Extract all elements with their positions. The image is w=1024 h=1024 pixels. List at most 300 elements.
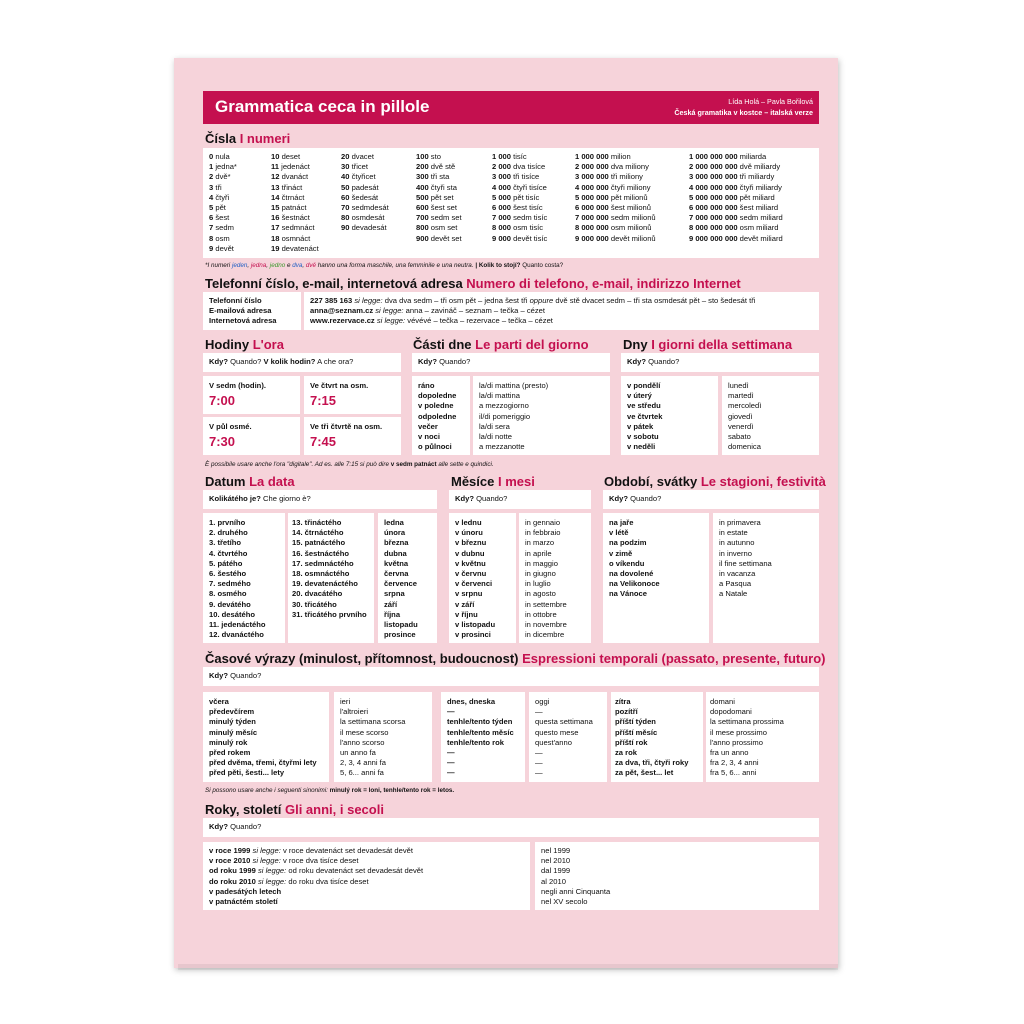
month-cz: v květnu [455,558,486,568]
number-entry: 0 nula [209,152,230,161]
future-cz: za pět, šest... let [615,768,674,778]
present-cz: tenhle/tento měsíc [447,727,514,737]
hour-label: V půl osmé. [209,422,252,431]
hour-time: 7:30 [209,434,236,449]
season-cz: v zimě [609,548,633,558]
number-entry: 9 000 devět tisíc [492,233,548,243]
daypart-cz: o půlnoci [418,442,452,452]
season-it: in autunno [719,538,755,548]
number-entry: 3 000 000 tři miliony [575,172,643,182]
future-cz: příští týden [615,717,656,727]
past-cz-box [203,692,329,782]
weekday-cz: v sobotu [627,432,659,442]
date-ordinal: 1. prvního [209,518,246,527]
months-question-box [449,490,591,509]
past-cz: minulý týden [209,717,256,727]
number-entry: 15 patnáct [271,203,307,213]
contact-values: 227 385 163 si legge: dva dva sedm – tři osm pět – jedna šest tři oppure dvě stě dvacet sedm – tři sta osmdesát pět – sto šedesát tři anna@seznam.cz si legge: anna – zavináč – seznam – tečka – cézet www.rezervace.cz si legge: vévévé – tečka – rezervace – tečka – cézet [310,296,756,326]
daypart-it: la/di mattina (presto) [479,381,549,390]
present-it: oggi [535,697,550,706]
present-it: — [535,748,543,758]
date-col1-box [203,513,285,643]
number-entry: 300 tři sta [416,172,450,182]
number-entry: 6 000 000 000 šest miliard [689,203,779,213]
time-expr-note: Si possono usare anche i seguenti sinonimi: minulý rok = loni, tenhle/tento rok = letos. [205,787,455,794]
title-banner [203,91,819,124]
number-entry: 3 000 tři tisíce [492,172,540,182]
number-entry: 17 sedmnáct [271,223,315,233]
daypart-cz: odpoledne [418,411,457,421]
number-entry: 1 000 000 000 miliarda [689,152,767,161]
past-cz: před rokem [209,748,251,758]
year-cz: do roku 2010 si legge: do roku dva tisíce deset [209,876,369,886]
present-it: questo mese [535,727,579,737]
past-it: il mese scorso [340,727,389,737]
date-ordinal: 5. pátého [209,558,243,568]
future-it: il mese prossimo [710,727,767,737]
future-cz: zítra [615,697,631,706]
date-col2-list [292,518,367,620]
number-entry: 2 000 000 dva miliony [575,162,649,172]
past-cz: minulý rok [209,737,248,747]
number-entry: 11 jedenáct [271,162,310,172]
daypart-cz: večer [418,421,438,431]
present-cz-list [447,697,514,779]
date-heading: Datum La data [205,474,295,489]
number-entry: 50 padesát [341,182,379,192]
number-entry: 4 čtyři [209,192,230,202]
date-month-genitive: února [384,528,406,538]
numbers-note: *I numeri jeden, jedna, jedno e dva, dvě hanno una forma maschile, una femminile e una neutra. | Kolik to stojí? Quanto costa? [205,262,564,269]
month-cz: v prosinci [455,630,491,640]
number-entry: 9 000 000 000 devět miliard [689,233,783,243]
number-entry: 2 000 000 000 dvě miliardy [689,162,781,172]
subtitle: Česká gramatika v kostce – italská verze [674,108,813,117]
hour-cell-1 [203,376,300,414]
number-entry: 5 000 000 pět milionů [575,192,648,202]
years-it-list [541,846,610,907]
number-entry: 5 pět [209,203,226,213]
hour-label: V sedm (hodin). [209,381,266,390]
past-it: ieri [340,697,351,706]
month-it: in marzo [525,538,555,548]
month-it: in maggio [525,558,558,568]
number-entry: 70 sedmdesát [341,203,389,213]
past-it: l'anno scorso [340,737,385,747]
number-entry: 16 šestnáct [271,213,310,223]
numbers-column [492,152,547,244]
number-entry: 9 000 000 devět milionů [575,233,656,243]
months-heading: Měsíce I mesi [451,474,535,489]
date-ordinal: 15. patnáctého [292,538,346,548]
hours-question: Kdy? Quando? V kolik hodin? A che ora? [209,357,354,366]
month-it: in ottobre [525,609,557,619]
hour-cell-4 [304,417,401,455]
weekday-cz: ve středu [627,401,661,411]
future-cz: příští rok [615,737,648,747]
date-ordinal: 7. sedmého [209,579,251,589]
hour-time: 7:00 [209,393,236,408]
past-cz: včera [209,697,229,706]
date-month-genitive: prosince [384,630,416,640]
contact-label: E-mailová adresa [209,306,272,316]
future-it: domani [710,697,735,706]
year-cz: v patnáctém století [209,897,278,907]
date-month-genitive: ledna [384,518,404,527]
seasons-question: Kdy? Quando? [609,494,662,503]
season-it: in vacanza [719,569,756,579]
number-entry: 1 000 000 milion [575,152,631,161]
month-cz: v září [455,599,475,609]
number-entry: 8 000 000 000 osm miliard [689,223,779,233]
daypart-cz: v poledne [418,401,454,411]
number-entry: 8 000 000 osm milionů [575,223,652,233]
number-entry: 900 devět set [416,233,462,243]
number-entry: 200 dvě stě [416,162,456,172]
year-cz: v padesátých letech [209,886,282,896]
future-it: fra un anno [710,748,749,758]
future-cz: příští měsíc [615,727,658,737]
seasons-cz-list [609,518,660,600]
hours-note: È possibile usare anche l'ora "digitale". Ad es. alle 7:15 si può dire v sedm patnáct alle sette e quindici. [205,461,494,468]
number-entry: 13 třináct [271,182,303,192]
month-cz: v červenci [455,579,493,589]
number-entry: 14 čtrnáct [271,192,305,202]
daypart-cz: dopoledne [418,391,457,401]
number-entry: 19 devatenáct [271,243,319,253]
past-it-box [334,692,432,782]
daypart-cz: v noci [418,432,440,442]
hour-label: Ve čtvrt na osm. [310,381,369,390]
number-entry: 80 osmdesát [341,213,385,223]
present-it: quest'anno [535,737,572,747]
number-entry: 600 šest set [416,203,457,213]
numbers-column [341,152,389,234]
date-question: Kolikátého je? Che giorno è? [209,494,311,503]
future-it-box [706,692,819,782]
months-it-list [525,518,567,640]
numbers-box [203,148,819,258]
season-it: a Natale [719,589,748,599]
number-entry: 8 osm [209,233,230,243]
past-it: 5, 6... anni fa [340,768,384,778]
weekday-it: mercoledì [728,401,762,411]
daypart-cz: ráno [418,381,435,390]
number-entry: 800 osm set [416,223,458,233]
number-entry: 1 jedna* [209,162,237,172]
months-it-box [519,513,591,643]
weekday-cz: v pátek [627,421,654,431]
weekday-it: sabato [728,432,751,442]
present-cz-box [441,692,525,782]
date-month-genitive: září [384,599,398,609]
number-entry: 30 třicet [341,162,369,172]
date-month-genitive: června [384,569,409,579]
weekdays-question: Kdy? Quando? [627,357,680,366]
daypart-it: il/di pomeriggio [479,411,531,421]
date-month-genitive: března [384,538,409,548]
present-cz: dnes, dneska [447,697,496,706]
month-it: in aprile [525,548,552,558]
date-ordinal: 14. čtrnáctého [292,528,344,538]
seasons-it-list [719,518,772,600]
season-it: in primavera [719,518,761,527]
month-it: in settembre [525,599,567,609]
present-it: — [535,707,543,717]
year-it: nel 2010 [541,856,571,866]
number-entry: 10 deset [271,152,301,161]
season-cz: v létě [609,528,629,538]
month-cz: v březnu [455,538,487,548]
date-ordinal: 9. devátého [209,599,251,609]
date-ordinal: 31. třicátého prvního [292,609,367,619]
date-ordinal: 6. šestého [209,569,247,579]
dayparts-it-box [473,376,610,455]
season-cz: na jaře [609,518,634,527]
dayparts-question-box [412,353,610,372]
month-cz: v lednu [455,518,482,527]
number-entry: 500 pět set [416,192,454,202]
number-entry: 4 000 000 000 čtyři miliardy [689,182,782,192]
year-cz: od roku 1999 si legge: od roku devatenáct set devadesát devět [209,866,424,876]
season-it: a Pasqua [719,579,752,589]
date-ordinal: 10. desátého [209,609,256,619]
present-cz: tenhle/tento rok [447,737,504,747]
date-month-genitive: dubna [384,548,407,558]
season-it: in inverno [719,548,752,558]
future-it: dopodomani [710,707,752,717]
present-it-list [535,697,593,779]
season-cz: na dovolené [609,569,654,579]
number-entry: 6 šest [209,213,230,223]
past-cz: předevčírem [209,707,255,717]
future-cz: za dva, tři, čtyři roky [615,758,689,768]
date-ordinal: 11. jedenáctého [209,620,266,630]
past-cz: před dvěma, třemi, čtyřmi lety [209,758,317,768]
number-entry: 7 000 000 000 sedm miliard [689,213,783,223]
month-cz: v červnu [455,569,487,579]
present-cz: — [447,748,455,758]
present-it: questa settimana [535,717,593,727]
numbers-heading: Čísla I numeri [205,131,291,146]
daypart-it: la/di sera [479,421,510,431]
weekday-it: martedì [728,391,754,401]
future-it: fra 2, 3, 4 anni [710,758,759,768]
number-entry: 6 000 šest tisíc [492,203,543,213]
present-cz: — [447,707,455,717]
season-cz: na Velikonoce [609,579,660,589]
page-shadow [178,964,838,970]
season-it: il fine settimana [719,558,772,568]
number-entry: 40 čtyřicet [341,172,376,182]
month-cz: v říjnu [455,609,478,619]
year-cz: v roce 1999 si legge: v roce devatenáct set devadesát devět [209,846,413,855]
number-entry: 400 čtyři sta [416,182,457,192]
dayparts-it-list [479,381,548,452]
years-it-box [535,842,819,910]
weekdays-cz-list [627,381,662,452]
future-cz-list [615,697,688,779]
date-question-box [203,490,437,509]
year-it: nel 1999 [541,846,571,855]
date-month-genitive: října [384,609,401,619]
number-entry: 7 sedm [209,223,234,233]
date-ordinal: 3. třetího [209,538,242,548]
dayparts-cz-box [412,376,470,455]
number-entry: 3 tři [209,182,222,192]
date-month-genitive: srpna [384,589,405,599]
numbers-column [416,152,462,244]
daypart-it: la/di notte [479,432,512,442]
year-it: dal 1999 [541,866,571,876]
contact-heading: Telefonní číslo, e-mail, internetová adresa Numero di telefono, e-mail, indirizzo Internet [205,276,741,291]
date-col1-list [209,518,266,640]
hour-time: 7:15 [310,393,337,408]
season-cz: na Vánoce [609,589,647,599]
present-cz: — [447,768,455,778]
time-expr-heading: Časové výrazy (minulost, přítomnost, budoucnost) Espressioni temporali (passato, presente, futuro) [205,651,826,666]
past-cz-list [209,697,317,779]
weekdays-question-box [621,353,819,372]
season-it: in estate [719,528,748,538]
daypart-it: la/di mattina [479,391,520,401]
season-cz: na podzim [609,538,647,548]
number-entry: 100 sto [416,152,441,161]
years-question-box [203,818,819,837]
month-cz: v srpnu [455,589,483,599]
month-it: in novembre [525,620,567,630]
month-cz: v dubnu [455,548,485,558]
number-entry: 7 000 000 sedm milionů [575,213,656,223]
past-it: 2, 3, 4 anni fa [340,758,387,768]
years-question: Kdy? Quando? [209,822,262,831]
dayparts-cz-list [418,381,456,452]
number-entry: 2 000 dva tisíce [492,162,546,172]
numbers-column [689,152,783,244]
years-cz-list [209,846,423,907]
months-question: Kdy? Quando? [455,494,508,503]
date-month-genitive: července [384,579,417,589]
authors: Lída Holá – Pavla Bořilová [728,97,813,106]
date-ordinal: 2. druhého [209,528,248,538]
date-ordinal: 16. šestnáctého [292,548,349,558]
month-it: in febbraio [525,528,561,538]
date-ordinal: 18. osmnáctého [292,569,350,579]
weekday-it: domenica [728,442,761,452]
weekday-cz: v úterý [627,391,652,401]
date-ordinal: 12. dvanáctého [209,630,264,640]
weekday-it: venerdì [728,421,754,431]
past-it: un anno fa [340,748,376,758]
date-month-genitive: května [384,558,409,568]
banner-credits [674,96,813,118]
dayparts-question: Kdy? Quando? [418,357,471,366]
number-entry: 5 000 pět tisíc [492,192,540,202]
numbers-column [575,152,656,244]
year-cz: v roce 2010 si legge: v roce dva tisíce deset [209,856,359,866]
past-cz: minulý měsíc [209,727,258,737]
hours-heading: Hodiny L'ora [205,337,284,352]
hour-cell-3 [203,417,300,455]
months-cz-list [455,518,495,640]
present-cz: tenhle/tento týden [447,717,513,727]
weekdays-it-box [722,376,819,455]
time-expr-question: Kdy? Quando? [209,671,262,680]
present-it-box [529,692,607,782]
year-it: negli anni Cinquanta [541,886,611,896]
daypart-it: a mezzogiorno [479,401,529,411]
contact-label: Internetová adresa [209,316,277,326]
future-it: l'anno prossimo [710,737,763,747]
months-cz-box [449,513,516,643]
weekdays-it-list [728,381,761,452]
page-title: Grammatica ceca in pillole [215,97,430,116]
weekday-cz: ve čtvrtek [627,411,663,421]
seasons-question-box [603,490,819,509]
future-cz-box [611,692,703,782]
weekdays-heading: Dny I giorni della settimana [623,337,793,352]
future-it: fra 5, 6... anni [710,768,757,778]
past-it: la settimana scorsa [340,717,406,727]
number-entry: 5 000 000 000 pět miliard [689,192,775,202]
number-entry: 60 šedesát [341,192,379,202]
date-col3-box [378,513,437,643]
future-it-list [710,697,784,779]
daypart-it: a mezzanotte [479,442,525,452]
seasons-heading: Období, svátky Le stagioni, festività [604,474,826,489]
date-ordinal: 19. devatenáctého [292,579,358,589]
date-col2-box [288,513,374,643]
number-entry: 4 000 000 čtyři miliony [575,182,651,192]
weekday-it: lunedì [728,381,749,390]
number-entry: 2 dvě* [209,172,231,182]
month-it: in agosto [525,589,556,599]
present-cz: — [447,758,455,768]
month-cz: v únoru [455,528,483,538]
month-it: in dicembre [525,630,565,640]
future-it: la settimana prossima [710,717,784,727]
weekday-it: giovedì [728,411,753,421]
present-it: — [535,768,543,778]
month-it: in giugno [525,569,556,579]
hours-question-box [203,353,401,372]
number-entry: 3 000 000 000 tři miliardy [689,172,775,182]
number-entry: 12 dvanáct [271,172,309,182]
hour-label: Ve tři čtvrtě na osm. [310,422,383,431]
weekday-cz: v neděli [627,442,656,452]
years-cz-box [203,842,530,910]
date-ordinal: 30. třicátého [292,599,337,609]
number-entry: 7 000 sedm tisíc [492,213,548,223]
contact-labels-box [203,292,301,330]
year-it: nel XV secolo [541,897,588,907]
dayparts-heading: Části dne Le parti del giorno [413,337,589,352]
number-entry: 4 000 čtyři tisíce [492,182,547,192]
date-month-genitive: listopadu [384,620,418,630]
hour-cell-2 [304,376,401,414]
number-entry: 90 devadesát [341,223,387,233]
month-it: in gennaio [525,518,561,527]
season-cz: o víkendu [609,558,645,568]
present-it: — [535,758,543,768]
future-cz: pozítří [615,707,638,717]
date-ordinal: 4. čtvrtého [209,548,248,558]
number-entry: 18 osmnáct [271,233,311,243]
month-cz: v listopadu [455,620,496,630]
date-ordinal: 13. třináctého [292,518,342,527]
number-entry: 1 000 tisíc [492,152,527,161]
number-entry: 9 devět [209,243,234,253]
